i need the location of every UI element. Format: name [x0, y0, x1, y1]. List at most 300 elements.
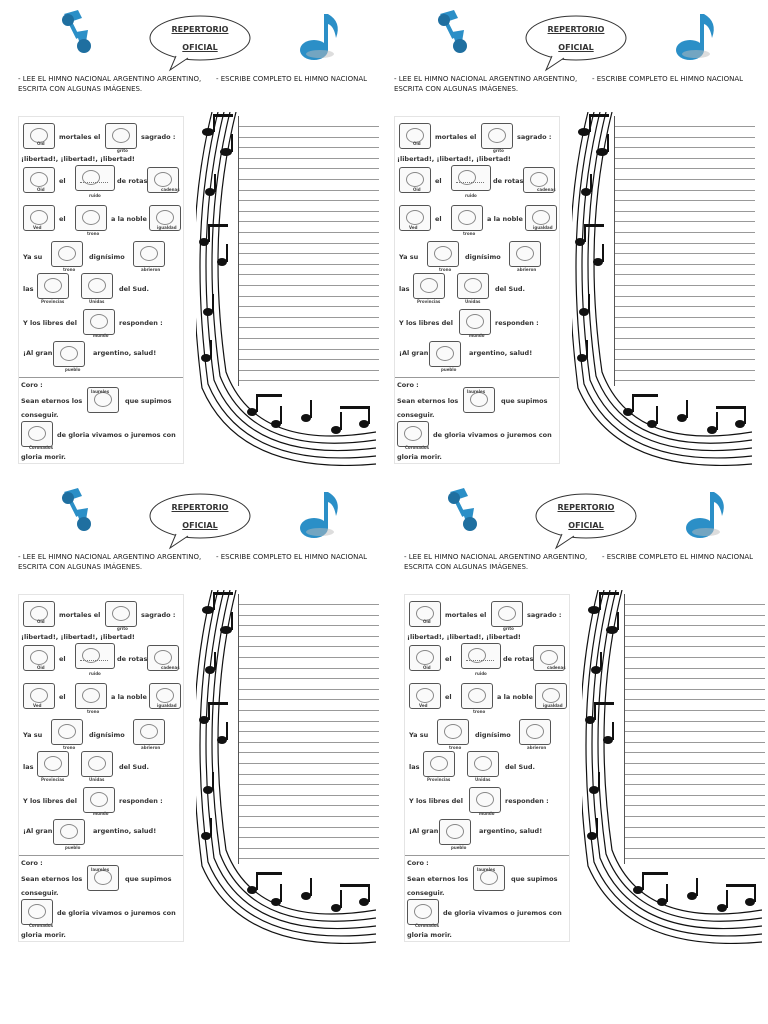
instruction-write: - ESCRIBE COMPLETO EL HIMNO NACIONAL: [602, 553, 754, 561]
shout-picture: [491, 601, 523, 627]
writing-line: [239, 200, 379, 201]
writing-line: [239, 147, 379, 148]
people-picture: [439, 819, 471, 845]
writing-line: [239, 625, 379, 626]
chorus-label: Coro :: [397, 381, 419, 389]
door-picture: [519, 719, 551, 745]
lyrics-row: [21, 165, 181, 197]
writing-line: [625, 657, 765, 658]
caption: Unidas: [475, 777, 491, 782]
writing-line: [625, 742, 765, 743]
writing-line: [625, 646, 765, 647]
lyrics-panel: [394, 116, 560, 464]
map-picture: [37, 273, 69, 299]
writing-line: [625, 848, 765, 849]
caption: grito: [117, 148, 128, 153]
map-picture: [423, 751, 455, 777]
writing-line: [239, 699, 379, 700]
writing-line: [625, 689, 765, 690]
lyric-text: Y los libres del: [409, 797, 463, 805]
writing-line: [239, 243, 379, 244]
title-line-1: REPERTORIO: [171, 503, 229, 512]
lyric-text: el: [435, 215, 442, 223]
lyrics-row: [397, 241, 557, 273]
writing-line: [239, 668, 379, 669]
writing-line: [625, 625, 765, 626]
lyric-text: dignísimo: [475, 731, 511, 739]
lyrics-row: [21, 819, 181, 851]
caption: trono: [463, 231, 476, 236]
caption: Oid: [37, 187, 45, 192]
throne-picture: [51, 241, 83, 267]
lyrics-row: [407, 785, 567, 817]
writing-line: [239, 253, 379, 254]
writing-line: [239, 848, 379, 849]
writing-line: [615, 137, 755, 138]
worksheet-card: [384, 0, 754, 470]
lyric-text: mortales el: [445, 611, 487, 619]
globe-picture: [469, 787, 501, 813]
instruction-read: - LEE EL HIMNO NACIONAL ARGENTINO ARGENTINO, ESCRITA CON ALGUNAS IMÁGENES.: [18, 75, 202, 93]
title-line-2: OFICIAL: [182, 521, 218, 530]
eighth-note-icon: [296, 10, 344, 62]
noise-picture: [461, 643, 501, 669]
caption: abrieron: [141, 267, 161, 272]
noise-picture: [451, 165, 491, 191]
instruction-write: - ESCRIBE COMPLETO EL HIMNO NACIONAL: [592, 75, 744, 83]
title-line-2: OFICIAL: [568, 521, 604, 530]
lyric-text: que supimos: [125, 397, 172, 405]
writing-line: [625, 604, 765, 605]
lyrics-row: [407, 599, 567, 631]
caption: Provincias: [427, 777, 451, 782]
caption: Unidas: [465, 299, 481, 304]
writing-line: [615, 221, 755, 222]
crown-picture: [397, 421, 429, 447]
writing-line: [625, 636, 765, 637]
caption: igualdad: [533, 225, 553, 230]
caption: Ved: [33, 703, 42, 708]
lyrics-row: [21, 599, 181, 631]
lyric-text: dignísimo: [89, 731, 125, 739]
lyrics-row: [397, 121, 557, 153]
writing-line: [239, 221, 379, 222]
writing-line: [239, 232, 379, 233]
lyric-text: a la noble: [487, 215, 523, 223]
lyrics-row: [21, 203, 181, 235]
writing-line: [625, 710, 765, 711]
caption: Coronados: [29, 445, 53, 450]
lyric-text: mortales el: [435, 133, 477, 141]
map-picture: [413, 273, 445, 299]
divider: [19, 377, 183, 378]
lyric-text: el: [59, 215, 66, 223]
lyric-text: de rotas: [117, 177, 148, 185]
caption: pueblo: [65, 367, 81, 372]
writing-line: [239, 380, 379, 381]
caption: mundo: [93, 811, 109, 816]
writing-line: [625, 678, 765, 679]
door-picture: [133, 719, 165, 745]
lyrics-row: [397, 419, 557, 451]
lyrics-panel: [18, 116, 184, 464]
lyrics-row: [407, 897, 567, 929]
lyric-text: que supimos: [125, 875, 172, 883]
writing-line: [239, 752, 379, 753]
writing-line: [239, 264, 379, 265]
writing-line: [239, 349, 379, 350]
writing-line: [615, 274, 755, 275]
caption: trono: [449, 745, 462, 750]
eighth-note-icon: [682, 488, 730, 540]
writing-line: [625, 816, 765, 817]
writing-lines: [614, 116, 755, 386]
caption: mundo: [479, 811, 495, 816]
people-picture: [429, 341, 461, 367]
throne-picture: [75, 683, 107, 709]
writing-line: [615, 126, 755, 127]
caption: grito: [503, 626, 514, 631]
lyric-text: el: [445, 655, 452, 663]
caption: Provincias: [41, 777, 65, 782]
lyric-text: Y los libres del: [399, 319, 453, 327]
lyric-text: las: [399, 285, 410, 293]
caption: cadenas: [161, 665, 180, 670]
caption: Coronados: [405, 445, 429, 450]
lyric-text: las: [409, 763, 420, 771]
music-note-icon: [432, 8, 472, 58]
writing-line: [239, 858, 379, 859]
lyrics-row: [21, 897, 181, 929]
writing-line: [625, 699, 765, 700]
lyric-text: mortales el: [59, 611, 101, 619]
lyric-text: conseguir.: [397, 411, 435, 419]
caption: abrieron: [517, 267, 537, 272]
crown-picture: [21, 421, 53, 447]
writing-line: [615, 380, 755, 381]
writing-line: [615, 200, 755, 201]
caption: trono: [87, 709, 100, 714]
caption: mundo: [469, 333, 485, 338]
title-bubble: [148, 492, 252, 542]
lyric-text: el: [59, 655, 66, 663]
lyric-text: ¡Al gran: [409, 827, 439, 835]
lyric-text: ¡Al gran: [399, 349, 429, 357]
caption: Unidas: [89, 777, 105, 782]
crown-picture: [21, 899, 53, 925]
music-note-icon: [56, 486, 96, 536]
lyric-text: Ya su: [23, 253, 43, 261]
shout-picture: [481, 123, 513, 149]
lyric-text: Sean eternos los: [397, 397, 459, 405]
people-picture: [53, 819, 85, 845]
caption: laureles: [91, 867, 110, 872]
people-picture: [53, 341, 85, 367]
lyric-text: de gloria vivamos o juremos con: [443, 909, 562, 917]
music-note-icon: [56, 8, 96, 58]
writing-line: [239, 190, 379, 191]
lyrics-row: [397, 165, 557, 197]
lyrics-row: [21, 241, 181, 273]
writing-line: [625, 805, 765, 806]
writing-line: [239, 615, 379, 616]
instruction-read: - LEE EL HIMNO NACIONAL ARGENTINO ARGENTINO, ESCRITA CON ALGUNAS IMÁGENES.: [404, 553, 588, 571]
chorus-label: Coro :: [21, 381, 43, 389]
writing-line: [239, 795, 379, 796]
lyrics-row: [407, 643, 567, 675]
lyric-text: Sean eternos los: [21, 397, 83, 405]
caption: Provincias: [417, 299, 441, 304]
writing-line: [239, 158, 379, 159]
handshake-picture: [457, 273, 489, 299]
writing-line: [239, 211, 379, 212]
caption: pueblo: [451, 845, 467, 850]
lyric-text: ¡libertad!, ¡libertad!, ¡libertad!: [21, 633, 135, 641]
writing-line: [615, 253, 755, 254]
noise-picture: [75, 165, 115, 191]
title-line-1: REPERTORIO: [171, 25, 229, 34]
caption: Unidas: [89, 299, 105, 304]
lyric-text: gloria morir.: [397, 453, 442, 461]
lyrics-row: [21, 751, 181, 783]
writing-line: [625, 721, 765, 722]
shout-picture: [105, 123, 137, 149]
caption: ruido: [89, 671, 101, 676]
writing-line: [239, 274, 379, 275]
lyric-text: ¡Al gran: [23, 827, 53, 835]
caption: laureles: [91, 389, 110, 394]
caption: Oid: [413, 141, 421, 146]
eighth-note-icon: [672, 10, 720, 62]
writing-line: [239, 370, 379, 371]
lyric-text: responden :: [505, 797, 549, 805]
caption: Coronados: [29, 923, 53, 928]
caption: laureles: [467, 389, 486, 394]
divider: [19, 855, 183, 856]
writing-line: [625, 837, 765, 838]
caption: grito: [493, 148, 504, 153]
lyric-text: a la noble: [497, 693, 533, 701]
caption: Ved: [419, 703, 428, 708]
lyric-text: argentino, salud!: [479, 827, 543, 835]
writing-line: [239, 827, 379, 828]
writing-line: [239, 636, 379, 637]
lyric-text: conseguir.: [21, 889, 59, 897]
caption: igualdad: [157, 703, 177, 708]
lyric-text: del Sud.: [119, 763, 149, 771]
writing-line: [625, 752, 765, 753]
lyric-text: Ya su: [23, 731, 43, 739]
lyric-text: a la noble: [111, 215, 147, 223]
lyric-text: el: [445, 693, 452, 701]
writing-line: [239, 721, 379, 722]
lyric-text: conseguir.: [407, 889, 445, 897]
caption: trono: [63, 267, 76, 272]
writing-line: [239, 837, 379, 838]
writing-line: [625, 795, 765, 796]
writing-line: [239, 285, 379, 286]
globe-picture: [83, 309, 115, 335]
title-line-1: REPERTORIO: [547, 25, 605, 34]
writing-line: [615, 338, 755, 339]
title-bubble: [148, 14, 252, 64]
writing-line: [615, 190, 755, 191]
caption: Oid: [37, 665, 45, 670]
lyric-text: ¡libertad!, ¡libertad!, ¡libertad!: [397, 155, 511, 163]
writing-line: [615, 158, 755, 159]
writing-line: [615, 317, 755, 318]
caption: trono: [63, 745, 76, 750]
lyric-text: Ya su: [399, 253, 419, 261]
caption: cadenas: [537, 187, 556, 192]
lyric-text: el: [59, 177, 66, 185]
writing-line: [625, 763, 765, 764]
writing-line: [239, 805, 379, 806]
caption: Oid: [413, 187, 421, 192]
writing-line: [615, 243, 755, 244]
lyric-text: argentino, salud!: [93, 349, 157, 357]
writing-lines: [238, 594, 379, 864]
caption: Oid: [37, 141, 45, 146]
writing-line: [615, 306, 755, 307]
lyrics-row: [21, 121, 181, 153]
eighth-note-icon: [296, 488, 344, 540]
writing-line: [239, 731, 379, 732]
lyrics-row: [407, 681, 567, 713]
writing-line: [239, 317, 379, 318]
throne-picture: [75, 205, 107, 231]
writing-line: [239, 784, 379, 785]
lyric-text: Y los libres del: [23, 797, 77, 805]
writing-line: [615, 349, 755, 350]
lyrics-row: [21, 719, 181, 751]
lyric-text: responden :: [495, 319, 539, 327]
lyric-text: que supimos: [511, 875, 558, 883]
caption: cadenas: [161, 187, 180, 192]
writing-line: [615, 327, 755, 328]
lyric-text: dignísimo: [89, 253, 125, 261]
lyric-text: Sean eternos los: [21, 875, 83, 883]
throne-picture: [427, 241, 459, 267]
lyric-text: mortales el: [59, 133, 101, 141]
writing-line: [239, 327, 379, 328]
caption: igualdad: [543, 703, 563, 708]
lyric-text: ¡Al gran: [23, 349, 53, 357]
caption: ruido: [475, 671, 487, 676]
writing-line: [239, 742, 379, 743]
writing-line: [625, 774, 765, 775]
writing-line: [239, 179, 379, 180]
writing-line: [239, 306, 379, 307]
writing-line: [239, 338, 379, 339]
lyric-text: de rotas: [493, 177, 524, 185]
title-line-2: OFICIAL: [182, 43, 218, 52]
caption: Oid: [423, 619, 431, 624]
lyrics-row: [21, 273, 181, 305]
lyric-text: ¡libertad!, ¡libertad!, ¡libertad!: [21, 155, 135, 163]
caption: trono: [473, 709, 486, 714]
lyric-text: de rotas: [503, 655, 534, 663]
writing-line: [615, 211, 755, 212]
lyric-text: sagrado :: [527, 611, 562, 619]
lyric-text: sagrado :: [141, 133, 176, 141]
lyric-text: de gloria vivamos o juremos con: [57, 909, 176, 917]
lyric-text: de gloria vivamos o juremos con: [433, 431, 552, 439]
lyric-text: responden :: [119, 797, 163, 805]
lyrics-row: [397, 307, 557, 339]
lyric-text: a la noble: [111, 693, 147, 701]
lyrics-row: [21, 681, 181, 713]
caption: grito: [117, 626, 128, 631]
worksheet-card: [394, 478, 764, 948]
lyrics-row: [21, 341, 181, 373]
caption: abrieron: [527, 745, 547, 750]
caption: abrieron: [141, 745, 161, 750]
globe-picture: [83, 787, 115, 813]
lyrics-row: [397, 203, 557, 235]
lyrics-row: [21, 643, 181, 675]
lyric-text: gloria morir.: [407, 931, 452, 939]
writing-line: [625, 858, 765, 859]
writing-line: [239, 604, 379, 605]
divider: [405, 855, 569, 856]
handshake-picture: [467, 751, 499, 777]
writing-lines: [624, 594, 765, 864]
lyric-text: del Sud.: [505, 763, 535, 771]
lyric-text: del Sud.: [495, 285, 525, 293]
door-picture: [133, 241, 165, 267]
lyric-text: dignísimo: [465, 253, 501, 261]
lyric-text: argentino, salud!: [469, 349, 533, 357]
caption: mundo: [93, 333, 109, 338]
lyric-text: argentino, salud!: [93, 827, 157, 835]
writing-line: [239, 657, 379, 658]
lyrics-row: [21, 419, 181, 451]
lyric-text: responden :: [119, 319, 163, 327]
writing-line: [615, 296, 755, 297]
writing-line: [615, 264, 755, 265]
caption: Oid: [423, 665, 431, 670]
lyric-text: el: [59, 693, 66, 701]
caption: cadenas: [547, 665, 566, 670]
writing-line: [239, 816, 379, 817]
caption: trono: [87, 231, 100, 236]
writing-line: [625, 827, 765, 828]
writing-line: [615, 359, 755, 360]
writing-line: [239, 710, 379, 711]
lyrics-row: [397, 341, 557, 373]
writing-line: [239, 168, 379, 169]
divider: [395, 377, 559, 378]
lyrics-row: [407, 719, 567, 751]
lyrics-row: [407, 819, 567, 851]
instruction-read: - LEE EL HIMNO NACIONAL ARGENTINO ARGENTINO, ESCRITA CON ALGUNAS IMÁGENES.: [18, 553, 202, 571]
throne-picture: [461, 683, 493, 709]
lyric-text: sagrado :: [517, 133, 552, 141]
handshake-picture: [81, 751, 113, 777]
worksheet-card: [8, 478, 378, 948]
writing-line: [239, 296, 379, 297]
title-line-1: REPERTORIO: [557, 503, 615, 512]
lyric-text: que supimos: [501, 397, 548, 405]
caption: pueblo: [441, 367, 457, 372]
lyric-text: de rotas: [117, 655, 148, 663]
writing-line: [239, 359, 379, 360]
title-bubble: [534, 492, 638, 542]
writing-line: [625, 615, 765, 616]
lyric-text: Sean eternos los: [407, 875, 469, 883]
lyric-text: conseguir.: [21, 411, 59, 419]
